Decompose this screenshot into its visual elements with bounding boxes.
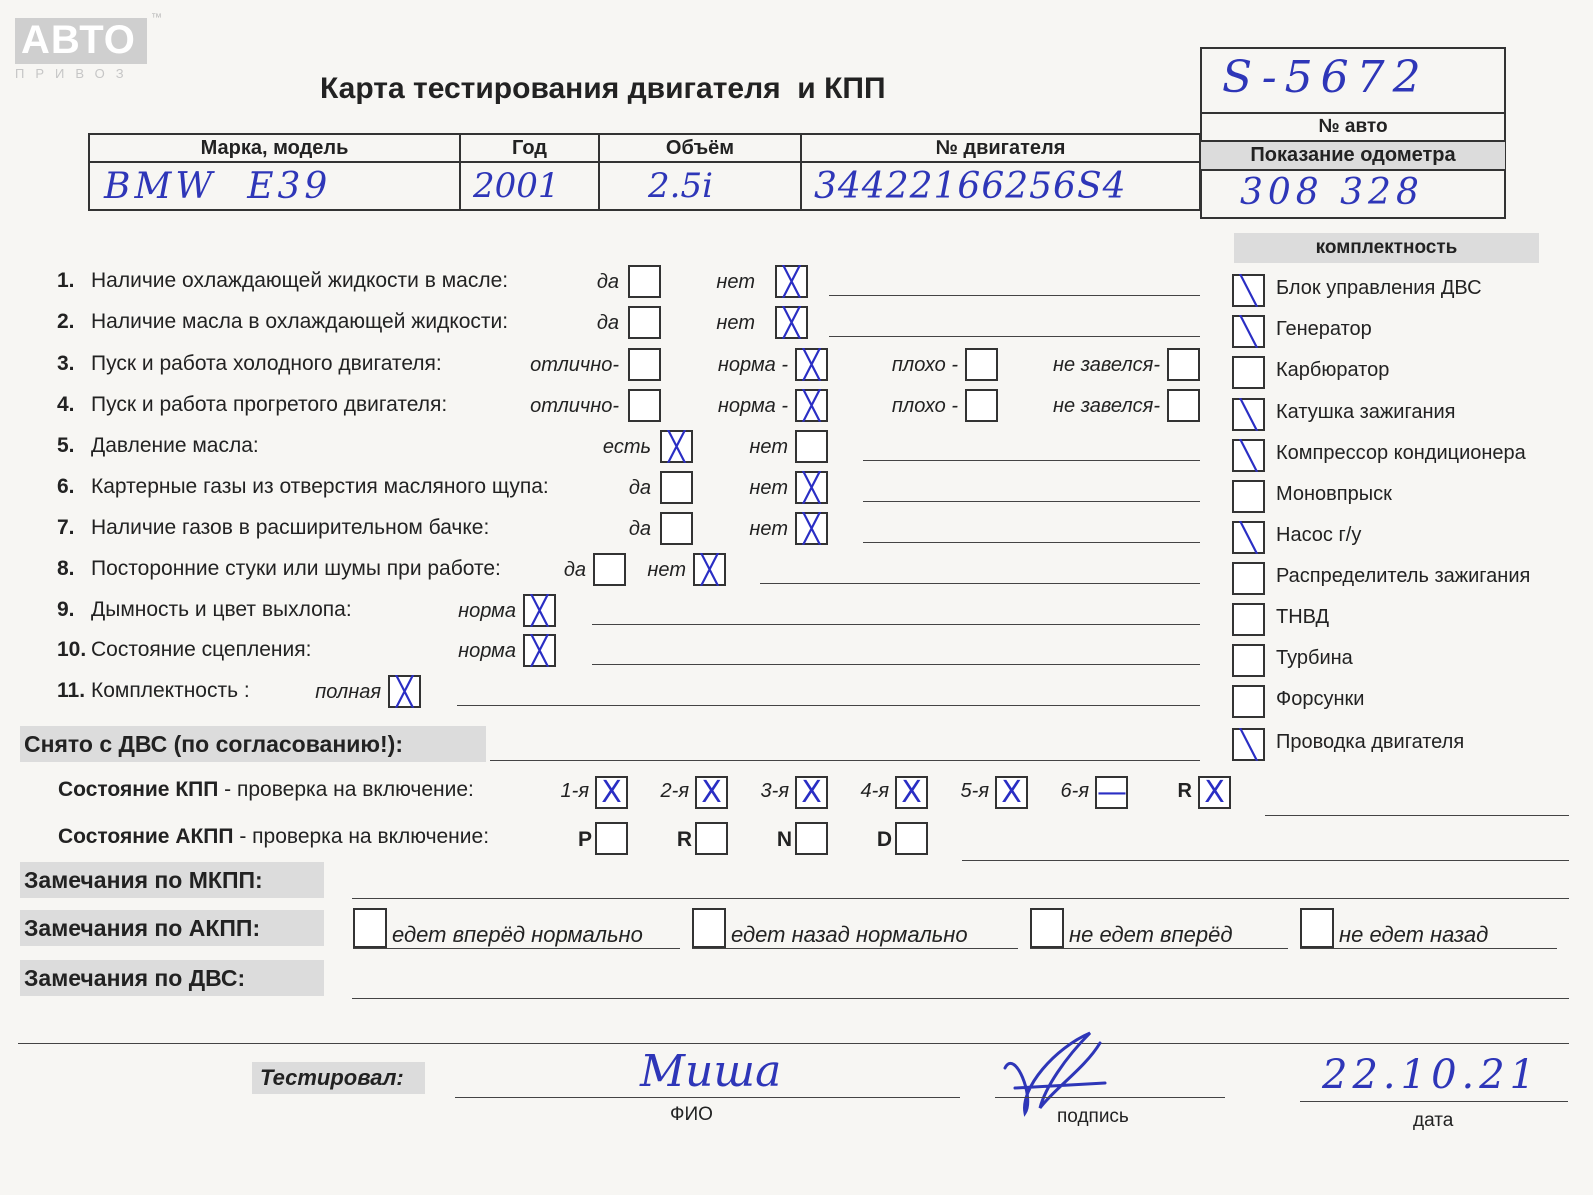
kpp-gear-label: 4-я [860,780,889,802]
fio-line [455,1097,960,1098]
akpp-gear-checkbox[interactable] [595,822,628,855]
komplekt-label: Распределитель зажигания [1276,565,1531,587]
option-label: норма [458,640,516,662]
kpp-gear-label: 3-я [760,780,789,802]
checkmark [662,473,691,502]
komplekt-checkbox[interactable] [1232,521,1265,554]
akpp-remark-line [692,948,1018,949]
checkmark: ╲ [1240,728,1257,761]
komplekt-label: Карбюратор [1276,359,1390,381]
akpp-remark-line [1030,948,1288,949]
akpp-remark-label: не едет вперёд [1069,922,1233,947]
checkmark [1234,564,1263,593]
option-checkbox[interactable] [628,348,661,381]
checkmark [1234,605,1263,634]
signature-label: подпись [1057,1106,1129,1127]
answer-line [829,295,1200,296]
checkmark: X [801,775,822,810]
komplekt-label: Блок управления ДВС [1276,277,1482,299]
kpp-gear-checkbox[interactable] [1198,776,1231,809]
item-text: Посторонние стуки или шумы при работе: [91,557,501,580]
option-label: плохо - [891,395,958,417]
checkmark: — [1097,775,1127,810]
option-label: не завелся- [1053,354,1160,376]
kpp-label-rest: - проверка на включение: [218,778,474,801]
option-checkbox[interactable] [660,430,693,463]
odometer-value: 308 328 [1240,172,1424,213]
option-checkbox[interactable] [388,675,421,708]
komplekt-label: Моновпрыск [1276,483,1392,505]
komplekt-checkbox[interactable] [1232,398,1265,431]
option-checkbox[interactable] [660,512,693,545]
item-number: 7. [57,516,75,539]
checkmark: ╳ [803,348,820,381]
option-label: нет [749,477,788,499]
kpp-line [1265,815,1569,816]
checkmark: ╳ [803,512,820,545]
kpp-label-bold: Состояние КПП [58,778,219,801]
checkmark [1234,482,1263,511]
kpp-gear-checkbox[interactable] [895,776,928,809]
checkmark [797,824,826,853]
item-number: 5. [57,434,75,457]
option-label: нет [749,518,788,540]
checkmark [630,391,659,420]
option-label: норма - [717,354,788,376]
auto-number-value: S-5672 [1222,52,1429,103]
logo-box [15,18,147,64]
kpp-gear-label: 1-я [560,780,589,802]
checkmark: ╳ [531,634,548,667]
model-value: BMW E39 [89,162,460,210]
checkmark: ╳ [701,553,718,586]
vehicle-header-table [88,133,1201,211]
option-checkbox[interactable] [660,471,693,504]
answer-line [592,664,1200,665]
option-checkbox[interactable] [628,306,661,339]
akpp-remark-checkbox[interactable] [1030,908,1064,948]
checkmark: ╲ [1240,315,1257,348]
kpp-gear-label: R [1177,780,1192,802]
checkmark [1234,358,1263,387]
engine-number-value: 34422166256S4 [801,162,1200,210]
date-label: дата [1413,1110,1454,1131]
komplekt-label: ТНВД [1276,606,1330,628]
checkmark [1169,391,1198,420]
option-label: отлично- [530,354,619,376]
item-number: 11. [57,679,86,702]
option-label: норма [458,600,516,622]
volume-value: 2.5i [599,162,801,210]
answer-line [863,460,1200,461]
option-label: не завелся- [1053,395,1160,417]
komplekt-label: Турбина [1276,647,1353,669]
option-label: нет [716,312,755,334]
remarks-mkpp-line [352,898,1569,899]
komplekt-label: Генератор [1276,318,1372,340]
checkmark: ╳ [783,306,800,339]
option-label: есть [602,436,651,458]
tested-by-label: Тестировал: [252,1062,425,1094]
item-text: Наличие масла в охлаждающей жидкости: [91,310,509,333]
signature [995,1028,1115,1118]
item-number: 2. [57,310,75,333]
header-label-engine-no: № двигателя [801,134,1200,162]
kpp-gear-checkbox[interactable] [1095,776,1128,809]
logo [15,12,162,81]
remarks-mkpp-label: Замечания по МКПП: [20,862,324,898]
option-label: да [563,559,586,581]
akpp-remark-checkbox[interactable] [353,908,387,948]
option-checkbox[interactable] [795,348,828,381]
option-label: да [596,271,619,293]
kpp-gear-checkbox[interactable] [995,776,1028,809]
item-text: Картерные газы из отверстия масляного щупа: [91,475,549,498]
akpp-remark-line [353,948,680,949]
option-label: да [596,312,619,334]
kpp-label [58,778,474,802]
item-text: Дымность и цвет выхлопа: [91,598,352,621]
komplekt-checkbox[interactable] [1232,603,1265,636]
option-checkbox[interactable] [775,306,808,339]
answer-line [863,501,1200,502]
item-number: 8. [57,557,75,580]
logo-sub: ПРИВОЗ [15,66,135,81]
komplekt-checkbox[interactable] [1232,728,1265,761]
komplekt-label: Катушка зажигания [1276,401,1456,423]
option-checkbox[interactable] [628,265,661,298]
akpp-gear-label: P [577,828,592,851]
akpp-remark-line [1300,948,1557,949]
option-label: да [628,518,651,540]
option-label: да [628,477,651,499]
item-text: Давление масла: [91,434,259,457]
checkmark [967,350,996,379]
option-label: нет [647,559,686,581]
checkmark: ╳ [803,389,820,422]
option-checkbox[interactable] [965,389,998,422]
akpp-remark-checkbox[interactable] [1300,908,1334,948]
akpp-remark-label: не едет назад [1339,922,1489,947]
answer-line [592,624,1200,625]
kpp-gear-label: 6-я [1060,780,1089,802]
item-text: Пуск и работа прогретого двигателя: [91,393,448,416]
kpp-gear-checkbox[interactable] [595,776,628,809]
checkmark: ╲ [1240,521,1257,554]
option-checkbox[interactable] [795,471,828,504]
item-number: 6. [57,475,75,498]
option-checkbox[interactable] [795,430,828,463]
komplekt-label: Форсунки [1276,688,1365,710]
akpp-label-bold: Состояние АКПП [58,825,234,848]
item-text: Пуск и работа холодного двигателя: [91,352,442,375]
item-number: 9. [57,598,75,621]
checkmark [597,824,626,853]
auto-number-label: № авто [1200,112,1506,138]
akpp-remark-label: едет вперёд нормально [392,922,643,947]
komplekt-label: Проводка двигателя [1276,731,1465,753]
option-checkbox[interactable] [795,512,828,545]
akpp-label-rest: - проверка на включение: [233,825,490,848]
checkmark: X [601,775,622,810]
komplekt-checkbox[interactable] [1232,274,1265,307]
akpp-remark-label: едет назад нормально [731,922,968,947]
checkmark [1234,687,1263,716]
komplekt-checkbox[interactable] [1232,315,1265,348]
answer-line [457,705,1200,706]
item-text: Состояние сцепления: [91,638,312,661]
komplekt-checkbox[interactable] [1232,480,1265,513]
header-label-volume: Объём [599,134,801,162]
komplekt-checkbox[interactable] [1232,439,1265,472]
item-number: 10. [57,638,87,661]
answer-line [829,336,1200,337]
header-label-year: Год [460,134,599,162]
page-title: Карта тестирования двигателя и КПП [320,72,886,105]
option-checkbox[interactable] [523,594,556,627]
checkmark: ╳ [396,675,413,708]
checkmark: X [701,775,722,810]
year-value: 2001 [460,162,599,210]
item-text: Наличие охлаждающей жидкости в масле: [91,269,509,292]
komplekt-label: Насос г/у [1276,524,1362,546]
akpp-gear-checkbox[interactable] [795,822,828,855]
checkmark [630,267,659,296]
option-checkbox[interactable] [1167,389,1200,422]
akpp-label [58,825,489,849]
fio-label: ФИО [670,1104,713,1125]
removed-from-engine-line [490,760,1200,761]
checkmark: ╳ [531,594,548,627]
fio-value: Миша [640,1046,782,1097]
option-checkbox[interactable] [593,553,626,586]
komplekt-checkbox[interactable] [1232,644,1265,677]
checkmark [630,350,659,379]
komplekt-checkbox[interactable] [1232,562,1265,595]
checkmark: ╲ [1240,439,1257,472]
checkmark [662,514,691,543]
komplekt-label: Компрессор кондиционера [1276,442,1526,464]
remarks-dvs-line [352,998,1569,999]
option-checkbox[interactable] [628,389,661,422]
answer-line [863,542,1200,543]
akpp-line [962,860,1569,861]
logo-text: АВТО [21,18,136,62]
akpp-remark-checkbox[interactable] [692,908,726,948]
akpp-gear-label: R [676,828,692,851]
komplekt-checkbox[interactable] [1232,356,1265,389]
checkmark: X [1001,775,1022,810]
option-checkbox[interactable] [1167,348,1200,381]
option-label: полная [315,681,381,703]
signature-line [995,1097,1225,1098]
checkmark [595,555,624,584]
checkmark: ╲ [1240,274,1257,307]
remarks-dvs-label: Замечания по ДВС: [20,960,324,996]
date-value: 22.10.21 [1322,1052,1541,1098]
checkmark [630,308,659,337]
option-label: нет [716,271,755,293]
item-number: 1. [57,269,75,292]
komplekt-title: комплектность [1234,233,1539,263]
odometer-label: Показание одометра [1201,140,1505,171]
item-text: Комплектность : [91,679,250,702]
checkmark [1234,646,1263,675]
akpp-gear-label: D [876,828,892,851]
date-line [1300,1101,1568,1102]
option-checkbox[interactable] [693,553,726,586]
kpp-gear-label: 5-я [960,780,989,802]
remarks-akpp-label: Замечания по АКПП: [20,910,324,946]
removed-from-engine-label: Снято с ДВС (по согласованию!): [20,726,486,762]
option-checkbox[interactable] [965,348,998,381]
item-number: 4. [57,393,75,416]
kpp-gear-checkbox[interactable] [795,776,828,809]
checkmark: ╳ [803,471,820,504]
header-label-model: Марка, модель [89,134,460,162]
akpp-gear-checkbox[interactable] [695,822,728,855]
item-text: Наличие газов в расширительном бачке: [91,516,490,539]
checkmark [967,391,996,420]
kpp-gear-checkbox[interactable] [695,776,728,809]
kpp-gear-label: 2-я [660,780,689,802]
checkmark: ╲ [1240,398,1257,431]
option-label: плохо - [891,354,958,376]
checkmark [897,824,926,853]
checkmark: ╳ [668,430,685,463]
answer-line [760,583,1200,584]
option-checkbox[interactable] [795,389,828,422]
checkmark: X [1204,775,1225,810]
checkmark: ╳ [783,265,800,298]
checkmark [1169,350,1198,379]
remarks-dvs-line-2 [18,1043,1569,1044]
option-label: отлично- [530,395,619,417]
option-label: норма - [717,395,788,417]
checkmark [797,432,826,461]
option-label: нет [749,436,788,458]
akpp-gear-checkbox[interactable] [895,822,928,855]
option-checkbox[interactable] [523,634,556,667]
item-number: 3. [57,352,75,375]
akpp-gear-label: N [776,828,792,851]
checkmark: X [901,775,922,810]
option-checkbox[interactable] [775,265,808,298]
logo-tm: ™ [151,12,162,24]
checkmark [697,824,726,853]
komplekt-checkbox[interactable] [1232,685,1265,718]
